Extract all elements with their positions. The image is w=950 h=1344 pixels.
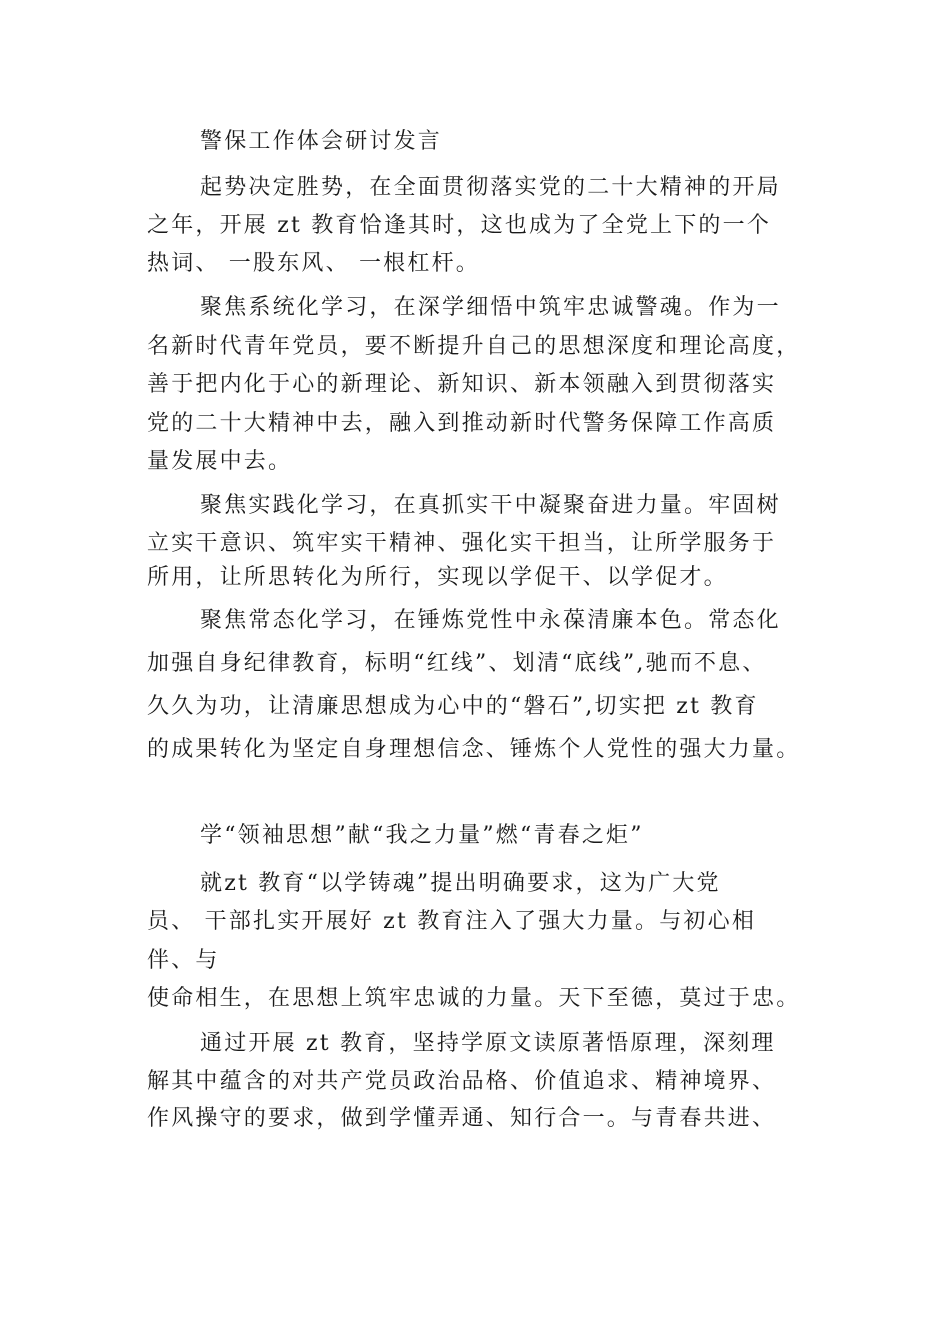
s2-p1-line-4: 使命相生，在思想上筑牢忠诚的力量。天下至德，莫过于忠。 bbox=[147, 986, 801, 1011]
s2-p1-line-2: 员、 干部扎实开展好 zt 教育注入了强大力量。与初心相 bbox=[147, 909, 757, 934]
s1-p4-line-2: 加强自身纪律教育，标明“红线”、划清“底线”,驰而不息、 bbox=[147, 651, 767, 676]
s1-p1-line-3: 热词、 一股东风、 一根杠杆。 bbox=[147, 251, 480, 276]
s1-p3-line-2: 立实干意识、筑牢实干精神、强化实干担当，让所学服务于 bbox=[147, 531, 777, 556]
section1-title: 警保工作体会研讨发言 bbox=[200, 129, 443, 154]
s1-p2-line-3: 善于把内化于心的新理论、新知识、新本领融入到贯彻落实 bbox=[147, 372, 777, 397]
s1-p1-line-1: 起势决定胜势，在全面贯彻落实党的二十大精神的开局 bbox=[200, 175, 781, 200]
s1-p3-line-3: 所用，让所思转化为所行，实现以学促干、以学促才。 bbox=[147, 565, 728, 590]
s2-p2-line-2: 解其中蕴含的对共产党员政治品格、价值追求、精神境界、 bbox=[147, 1069, 777, 1094]
s1-p4-line-4: 的成果转化为坚定自身理想信念、锤炼个人党性的强大力量。 bbox=[147, 737, 801, 762]
s1-p3-line-1: 聚焦实践化学习，在真抓实干中凝聚奋进力量。牢固树 bbox=[200, 493, 781, 518]
s1-p2-line-5: 量发展中去。 bbox=[147, 449, 293, 474]
s1-p2-line-1: 聚焦系统化学习，在深学细悟中筑牢忠诚警魂。作为一 bbox=[200, 295, 781, 320]
s1-p2-line-2: 名新时代青年党员，要不断提升自己的思想深度和理论高度， bbox=[147, 334, 801, 359]
s1-p2-line-4: 党的二十大精神中去，融入到推动新时代警务保障工作高质 bbox=[147, 411, 777, 436]
section2-title: 学“领袖思想”献“我之力量”燃“青春之炬” bbox=[200, 823, 644, 848]
s1-p4-line-1: 聚焦常态化学习，在锤炼党性中永葆清廉本色。常态化 bbox=[200, 608, 781, 633]
s1-p4-line-3: 久久为功，让清廉思想成为心中的“磐石”,切实把 zt 教育 bbox=[147, 694, 759, 719]
s2-p2-line-3: 作风操守的要求，做到学懂弄通、知行合一。与青春共进、 bbox=[147, 1106, 777, 1131]
s1-p1-line-2: 之年，开展 zt 教育恰逢其时，这也成为了全党上下的一个 bbox=[147, 213, 772, 238]
s2-p2-line-1: 通过开展 zt 教育，坚持学原文读原著悟原理，深刻理 bbox=[200, 1031, 776, 1056]
s2-p1-line-3: 伴、与 bbox=[147, 948, 220, 973]
s2-p1-line-1: 就zt 教育“以学铸魂”提出明确要求，这为广大党 bbox=[200, 871, 721, 896]
